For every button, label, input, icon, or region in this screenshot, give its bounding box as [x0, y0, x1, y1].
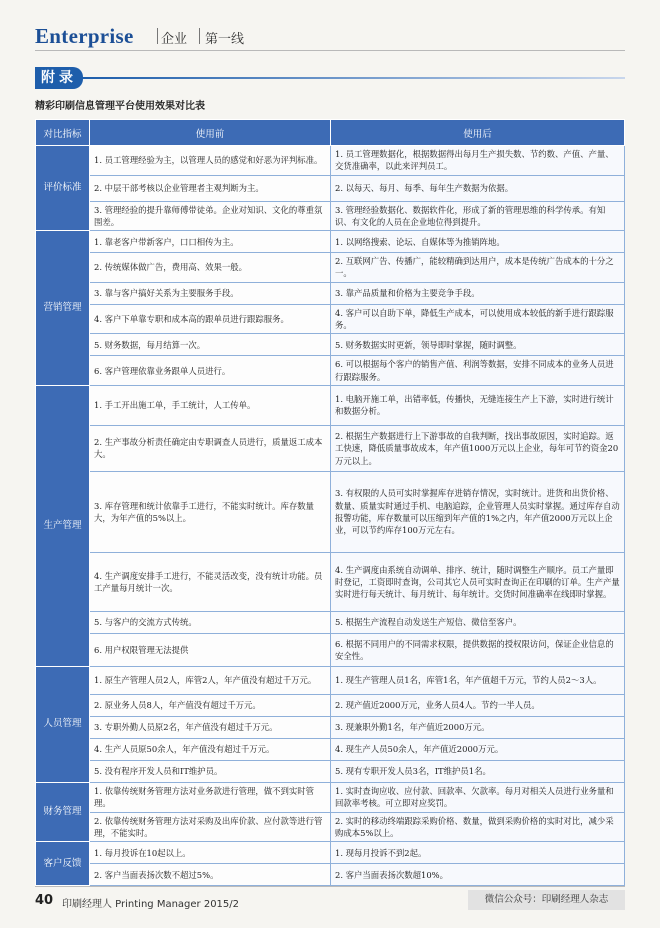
- after-cell: 2. 根据生产数据进行上下游事故的自我判断，找出事故原因，实时追踪。返工快速，降低质量事故成本，年产值1000万元以上企业，每年可节约资金20万元以上。: [331, 425, 625, 471]
- table-row: [36, 146, 625, 176]
- before-cell: 3. 专职外勤人员原2名，年产值没有超过千万元。: [90, 716, 331, 738]
- appendix-rule: [83, 77, 625, 79]
- before-cell: 6. 用户权限管理无法提供: [90, 633, 331, 666]
- comparison-table: [35, 119, 625, 886]
- before-cell: 4. 生产调度安排手工进行，不能灵活改变，没有统计功能。员工产量每月统计一次。: [90, 552, 331, 611]
- header-divider: [157, 28, 158, 44]
- before-cell: 2. 传统媒体做广告，费用高、效果一般。: [90, 253, 331, 283]
- subsection-label: 第一线: [205, 32, 245, 47]
- wechat-account: 微信公众号：印刷经理人杂志: [468, 890, 625, 910]
- after-cell: 1. 现生产管理人员1名，库管1名，年产值超千万元，节约人员2～3人。: [331, 666, 625, 694]
- before-cell: 1. 手工开出施工单，手工统计，人工传单。: [90, 385, 331, 425]
- after-cell: 5. 财务数据实时更新，领导即时掌握，随时调整。: [331, 334, 625, 356]
- after-cell: 3. 现兼职外勤1名，年产值近2000万元。: [331, 716, 625, 738]
- before-cell: 1. 依靠传统财务管理方法对业务款进行管理，做不到实时管理。: [90, 782, 331, 812]
- after-cell: 1. 电脑开施工单，出错率低，传播快，无缝连接生产上下游，实时进行统计和数据分析。: [331, 385, 625, 425]
- before-cell: 1. 靠老客户带新客户，口口相传为主。: [90, 231, 331, 253]
- table-row: [36, 425, 625, 471]
- after-cell: 4. 现生产人员50余人，年产值近2000万元。: [331, 738, 625, 760]
- table-row: [36, 231, 625, 253]
- footer-rule: [35, 886, 625, 887]
- after-cell: 2. 实时的移动终端跟踪采购价格、数量，做到采购价格的实时对比，减少采购成本5%以上。: [331, 812, 625, 842]
- after-cell: 5. 根据生产流程自动发送生产短信、微信至客户。: [331, 611, 625, 633]
- before-cell: 2. 生产事故分析责任确定由专职调查人员进行，质量返工成本大。: [90, 425, 331, 471]
- table-row: [36, 716, 625, 738]
- after-cell: 3. 有权限的人员可实时掌握库存进销存情况，实时统计。进货和出货价格、数量、质量实时通过手机、电脑追踪，企业管理人员实时掌握。通过库存自动报警功能，库存数量可以压缩到年产值的1%之内，年产值2000万元以上企业，可以节约库存100万元左右。: [331, 471, 625, 552]
- table-row: [36, 782, 625, 812]
- table-row: [36, 471, 625, 552]
- table-row: [36, 552, 625, 611]
- before-cell: 1. 每月投诉在10起以上。: [90, 842, 331, 864]
- table-row: [36, 356, 625, 386]
- table-row: [36, 666, 625, 694]
- before-cell: 5. 财务数据，每月结算一次。: [90, 334, 331, 356]
- category-cell: 人员管理: [36, 666, 90, 782]
- table-row: [36, 385, 625, 425]
- magazine-name: 印刷经理人 Printing Manager 2015/2: [62, 899, 240, 910]
- after-cell: 3. 靠产品质量和价格为主要竞争手段。: [331, 282, 625, 304]
- table-row: [36, 304, 625, 334]
- table-row: [36, 842, 625, 864]
- before-cell: 2. 中层干部考核以企业管理者主观判断为主。: [90, 175, 331, 201]
- after-cell: 1. 员工管理数据化，根据数据得出每月生产损失数、节约数、产值、产量、交货准确率，以此来评判员工。: [331, 146, 625, 176]
- column-header-indicator: 对比指标: [36, 120, 90, 146]
- table-row: [36, 738, 625, 760]
- before-cell: 2. 原业务人员8人，年产值没有超过千万元。: [90, 694, 331, 716]
- category-cell: 客户反馈: [36, 842, 90, 886]
- table-body: [36, 146, 625, 886]
- after-cell: 1. 现每月投诉不到2起。: [331, 842, 625, 864]
- table-row: [36, 253, 625, 283]
- before-cell: 3. 管理经验的提升靠师傅带徒弟。企业对知识、文化的尊重氛围差。: [90, 201, 331, 231]
- before-cell: 2. 依靠传统财务管理方法对采购及出库价款、应付款等进行管理，不能实时。: [90, 812, 331, 842]
- table-row: [36, 694, 625, 716]
- category-cell: 财务管理: [36, 782, 90, 841]
- table-row: [36, 175, 625, 201]
- category-cell: 评价标准: [36, 146, 90, 231]
- before-cell: 4. 生产人员原50余人，年产值没有超过千万元。: [90, 738, 331, 760]
- after-cell: 2. 以每天、每月、每季、每年生产数据为依据。: [331, 175, 625, 201]
- before-cell: 3. 库存管理和统计依靠手工进行，不能实时统计。库存数量大，为年产值的5%以上。: [90, 471, 331, 552]
- before-cell: 4. 客户下单靠专职和成本高的跟单员进行跟踪服务。: [90, 304, 331, 334]
- after-cell: 2. 互联网广告、传播广，能较精确到达用户，成本是传统广告成本的十分之一。: [331, 253, 625, 283]
- column-header-after: 使用后: [331, 120, 625, 146]
- page-header: [35, 22, 625, 51]
- before-cell: 3. 靠与客户搞好关系为主要服务手段。: [90, 282, 331, 304]
- before-cell: 1. 员工管理经验为主，以管理人员的感觉和好恶为评判标准。: [90, 146, 331, 176]
- before-cell: 6. 客户管理依靠业务跟单人员进行。: [90, 356, 331, 386]
- section-label: 企业: [161, 32, 188, 47]
- after-cell: 5. 现有专职开发人员3名，IT维护员1名。: [331, 760, 625, 782]
- table-row: [36, 864, 625, 886]
- table-row: [36, 201, 625, 231]
- before-cell: 5. 没有程序开发人员和IT维护员。: [90, 760, 331, 782]
- after-cell: 1. 实时查询应收、应付款、回款率、欠款率。每月对相关人员进行业务量和回款率考核。可立即对应奖罚。: [331, 782, 625, 812]
- after-cell: 3. 管理经验数据化、数据软件化，形成了新的管理思维的科学传承。有知识、有文化的人员在企业地位得到提升。: [331, 201, 625, 231]
- table-row: [36, 633, 625, 666]
- appendix-badge: 附录: [35, 67, 83, 89]
- brand-title: Enterprise: [35, 24, 134, 48]
- table-header-row: [36, 120, 625, 146]
- after-cell: 4. 生产调度由系统自动调单、排序、统计，随时调整生产顺序。员工产量即时登记，工资即时查询，公司其它人员可实时查询正在印刷的订单。生产产量实时进行每天统计、每月统计、每年统计。交货时间准确率在线即时掌握。: [331, 552, 625, 611]
- before-cell: 2. 客户当面表扬次数不超过5%。: [90, 864, 331, 886]
- category-cell: 生产管理: [36, 385, 90, 666]
- after-cell: 2. 客户当面表扬次数超10%。: [331, 864, 625, 886]
- table-row: [36, 611, 625, 633]
- after-cell: 4. 客户可以自助下单，降低生产成本，可以使用成本较低的新手进行跟踪服务。: [331, 304, 625, 334]
- before-cell: 1. 原生产管理人员2人，库管2人，年产值没有超过千万元。: [90, 666, 331, 694]
- table-row: [36, 334, 625, 356]
- after-cell: 2. 现产值近2000万元，业务人员4人。节约一半人员。: [331, 694, 625, 716]
- table-row: [36, 282, 625, 304]
- table-row: [36, 812, 625, 842]
- before-cell: 5. 与客户的交流方式传统。: [90, 611, 331, 633]
- category-cell: 营销管理: [36, 231, 90, 386]
- after-cell: 6. 可以根据每个客户的销售产值、利润等数据，安排不同成本的业务人员进行跟踪服务。: [331, 356, 625, 386]
- table-title: 精彩印刷信息管理平台使用效果对比表: [35, 101, 205, 112]
- after-cell: 1. 以网络搜索、论坛、自媒体等为推销阵地。: [331, 231, 625, 253]
- page-number: 40: [35, 893, 54, 908]
- header-divider: [199, 28, 200, 44]
- column-header-before: 使用前: [90, 120, 331, 146]
- after-cell: 6. 根据不同用户的不同需求权限，提供数据的授权限访问，保证企业信息的安全性。: [331, 633, 625, 666]
- table-row: [36, 760, 625, 782]
